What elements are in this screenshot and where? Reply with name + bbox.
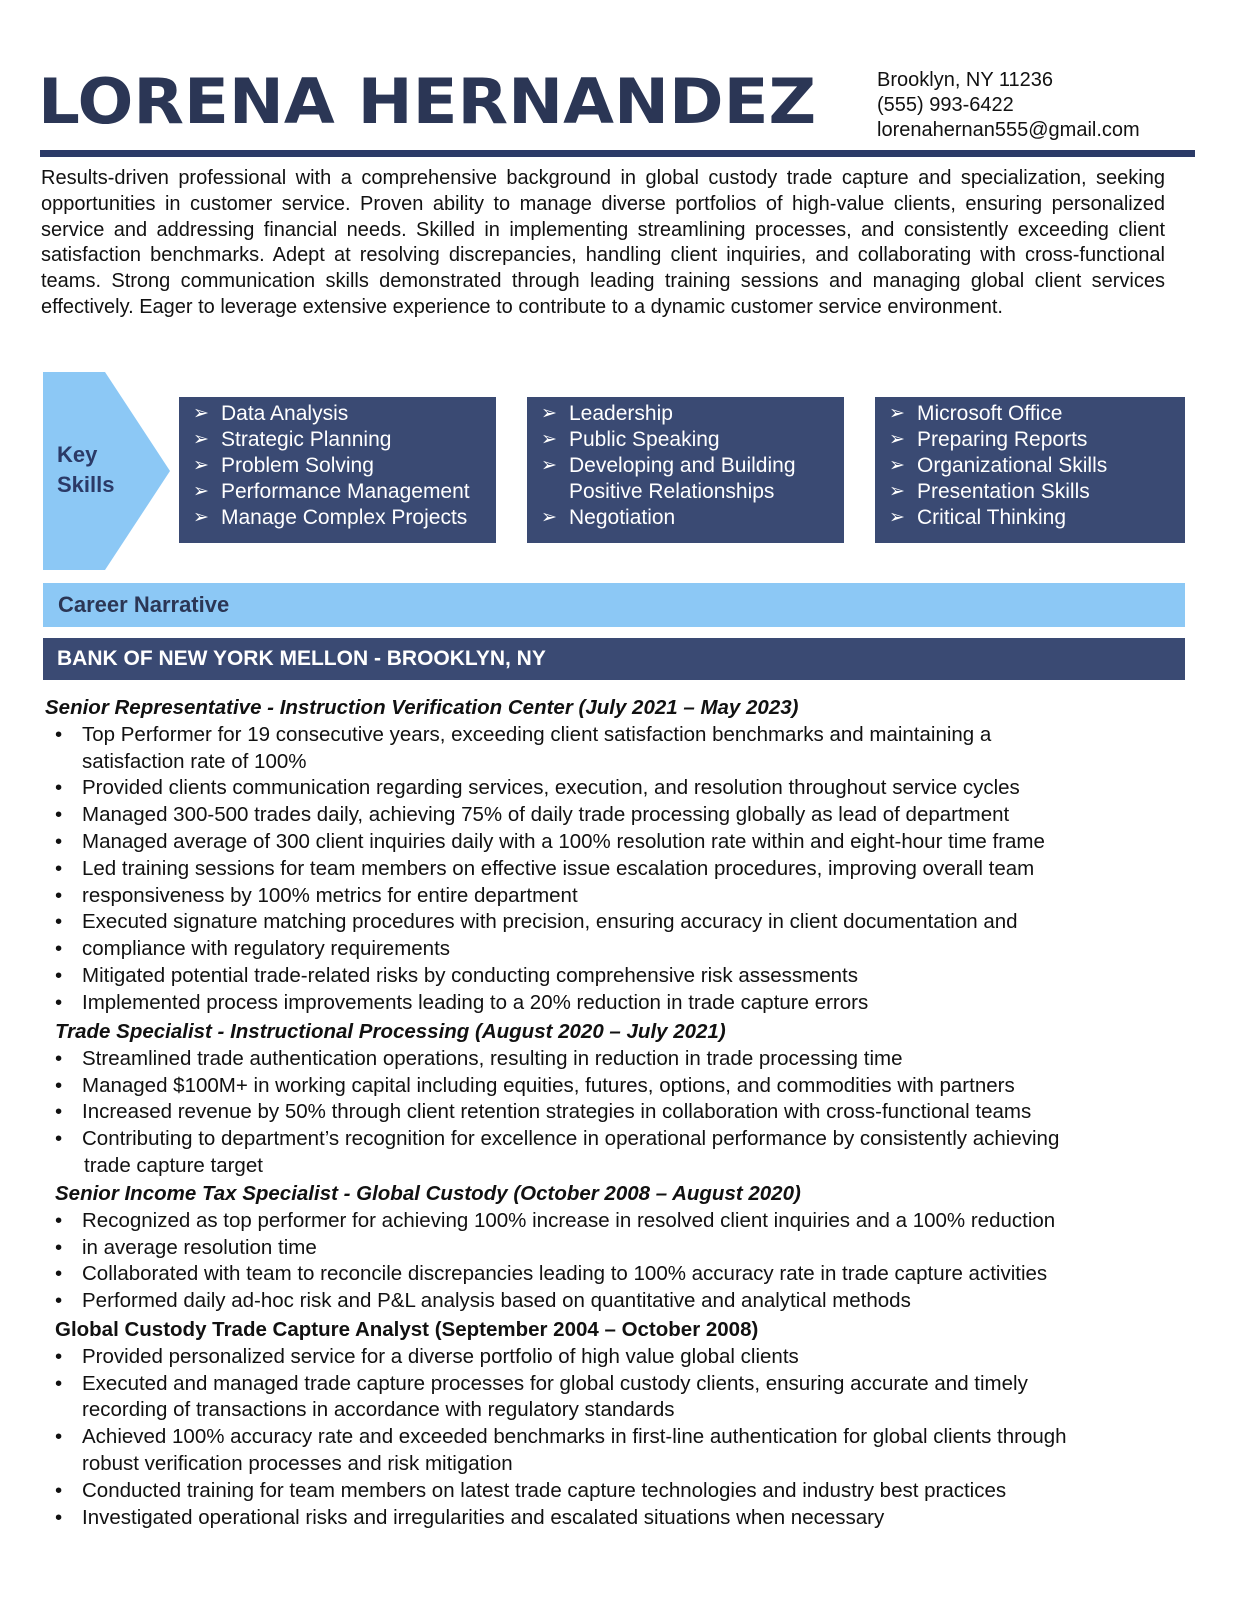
bullet-dot-icon: • (55, 1371, 63, 1395)
arrow-bullet-icon: ➢ (541, 507, 557, 528)
skill-item (889, 479, 1185, 505)
bullet-continuation: recording of transactions in accordance with regulatory standards (82, 1398, 675, 1422)
skill-text: Preparing Reports (917, 428, 1088, 451)
skill-item (193, 479, 496, 505)
skills-list (889, 401, 1185, 531)
bullet-dot-icon: • (55, 830, 63, 853)
job-title: Senior Representative - Instruction Verification Center (July 2021 – May 2023) (45, 696, 799, 719)
candidate-name: LORENA HERNANDEZ (38, 65, 817, 138)
skill-text: Public Speaking (569, 428, 720, 451)
career-narrative-heading: Career Narrative (43, 583, 1185, 627)
skill-item (193, 427, 496, 453)
bullet-dot-icon: • (55, 1344, 63, 1368)
contact-block (877, 68, 1140, 143)
arrow-bullet-icon: ➢ (193, 507, 209, 528)
bullet-text: compliance with regulatory requirements (82, 937, 451, 961)
bullet-dot-icon: • (55, 910, 63, 934)
bullet-text: Contributing to department’s recognition for excellence in operational performance by consistently achieving (82, 1127, 1060, 1151)
bullet-dot-icon: • (55, 1425, 63, 1449)
arrow-bullet-icon: ➢ (541, 403, 557, 424)
bullet-dot-icon: • (55, 937, 63, 961)
bullet-text: Executed and managed trade capture processes for global custody clients, ensuring accurate and timely (82, 1371, 1028, 1395)
bullet-text: Executed signature matching procedures with precision, ensuring accuracy in client documentation and (82, 910, 1018, 934)
employer-heading: BANK OF NEW YORK MELLON - BROOKLYN, NY (43, 638, 1185, 680)
job-title: Senior Income Tax Specialist - Global Custody (October 2008 – August 2020) (55, 1182, 801, 1205)
skills-list (541, 401, 844, 531)
skill-item (889, 427, 1185, 453)
bullet-dot-icon: • (55, 883, 63, 907)
skill-item (193, 505, 496, 531)
skill-item (889, 401, 1185, 427)
bullet-text: Mitigated potential trade-related risks by conducting comprehensive risk assessments (82, 964, 858, 987)
arrow-bullet-icon: ➢ (889, 455, 905, 476)
bullet-text: Managed 300-500 trades daily, achieving 75% of daily trade processing globally as lead of department (82, 803, 1010, 827)
bullet-text: Achieved 100% accuracy rate and exceeded benchmarks in first-line authentication for global clients through (82, 1425, 1067, 1449)
skill-item (193, 453, 496, 479)
skill-text: Developing and Building (569, 454, 796, 477)
bullet-continuation: robust verification processes and risk mitigation (82, 1452, 513, 1475)
skill-item (541, 427, 844, 453)
skill-text: Critical Thinking (917, 506, 1066, 529)
bullet-text: in average resolution time (82, 1235, 317, 1259)
skill-item (541, 453, 844, 479)
arrow-bullet-icon: ➢ (889, 507, 905, 528)
bullet-text: Recognized as top performer for achieving 100% increase in resolved client inquiries and a 100% reduction (82, 1208, 1056, 1232)
job-title: Trade Specialist - Instructional Processing (August 2020 – July 2021) (55, 1020, 726, 1043)
bullet-dot-icon: • (55, 1505, 63, 1529)
bullet-text: Managed average of 300 client inquiries daily with a 100% resolution rate within and eight-hour time frame (82, 830, 1045, 853)
skill-text: Problem Solving (221, 454, 374, 477)
skill-text: Negotiation (569, 506, 676, 529)
arrow-bullet-icon: ➢ (889, 403, 905, 424)
skill-text: Leadership (569, 402, 673, 425)
skill-text: Presentation Skills (917, 480, 1090, 503)
key-skills-label: Key Skills (57, 442, 115, 497)
arrow-bullet-icon: ➢ (193, 481, 209, 502)
contact-phone: (555) 993-6422 (877, 94, 1014, 116)
skill-text: Data Analysis (221, 402, 349, 425)
bullet-dot-icon: • (55, 1235, 63, 1259)
bullet-dot-icon: • (55, 964, 63, 987)
bullet-text: Provided clients communication regarding services, execution, and resolution throughout service cycles (82, 776, 1020, 800)
bullet-text: Investigated operational risks and irregularities and escalated situations when necessary (82, 1505, 885, 1529)
bullet-dot-icon: • (55, 856, 63, 880)
job-title: Global Custody Trade Capture Analyst (September 2004 – October 2008) (55, 1318, 759, 1341)
bullet-dot-icon: • (55, 1478, 63, 1502)
bullet-text: Led training sessions for team members on effective issue escalation procedures, improving overall team (82, 856, 1035, 880)
skills-column-2 (527, 397, 844, 543)
bullet-text: Implemented process improvements leading to a 20% reduction in trade capture errors (82, 990, 869, 1014)
skill-item (541, 505, 844, 531)
contact-email: lorenahernan555@gmail.com (877, 119, 1140, 141)
bullet-dot-icon: • (55, 803, 63, 827)
arrow-bullet-icon: ➢ (193, 455, 209, 476)
bullet-text: Increased revenue by 50% through client retention strategies in collaboration with cross-functional teams (82, 1100, 1032, 1124)
bullet-dot-icon: • (55, 1073, 63, 1097)
skill-item (541, 479, 844, 505)
arrow-bullet-icon: ➢ (889, 429, 905, 450)
bullet-dot-icon: • (55, 776, 63, 800)
skill-item (889, 505, 1185, 531)
bullet-text: Top Performer for 19 consecutive years, exceeding client satisfaction benchmarks and maintaining a (82, 722, 992, 746)
skill-item (193, 401, 496, 427)
bullet-text: Streamlined trade authentication operations, resulting in reduction in trade processing time (82, 1046, 903, 1070)
bullet-dot-icon: • (55, 1127, 63, 1151)
bullet-continuation: trade capture target (84, 1154, 263, 1177)
bullet-dot-icon: • (55, 990, 63, 1014)
bullet-text: Collaborated with team to reconcile discrepancies leading to 100% accuracy rate in trade capture activities (82, 1262, 1048, 1286)
skill-text: Positive Relationships (569, 480, 775, 503)
arrow-bullet-icon: ➢ (541, 455, 557, 476)
bullet-dot-icon: • (55, 1100, 63, 1124)
skill-item (889, 453, 1185, 479)
bullet-dot-icon: • (55, 722, 63, 746)
arrow-bullet-icon: ➢ (193, 403, 209, 424)
contact-location: Brooklyn, NY 11236 (877, 69, 1054, 91)
header-divider (40, 150, 1195, 157)
bullet-dot-icon: • (55, 1262, 63, 1286)
bullet-text: Performed daily ad-hoc risk and P&L analysis based on quantitative and analytical methods (82, 1289, 911, 1313)
arrow-bullet-icon: ➢ (541, 429, 557, 450)
bullet-dot-icon: • (55, 1208, 63, 1232)
bullet-continuation: satisfaction rate of 100% (82, 749, 307, 773)
bullet-text: Provided personalized service for a diverse portfolio of high value global clients (82, 1344, 799, 1368)
skill-text: Organizational Skills (917, 454, 1108, 477)
bullet-dot-icon: • (55, 1046, 63, 1070)
skill-text: Performance Management (221, 480, 470, 503)
skills-column-1 (179, 397, 496, 543)
skill-item (541, 401, 844, 427)
skill-text: Manage Complex Projects (221, 506, 468, 529)
bullet-text: Managed $100M+ in working capital including equities, futures, options, and commodities with partners (82, 1073, 1015, 1097)
bullet-dot-icon: • (55, 1289, 63, 1313)
bullet-text: Conducted training for team members on latest trade capture technologies and industry best practices (82, 1478, 1007, 1502)
arrow-bullet-icon: ➢ (193, 429, 209, 450)
skills-column-3 (875, 397, 1185, 543)
arrow-bullet-icon: ➢ (889, 481, 905, 502)
professional-summary: Results-driven professional with a comprehensive background in global custody trade capture and specialization, seeking opportunities in customer service. Proven ability to manage diverse portfolios of high-value clients, ensuring personalized service and addressing financial needs. Skilled in implementing streamlining processes, and consistently exceeding client satisfaction benchmarks. Adept at resolving discrepancies, handling client inquiries, and collaborating with cross-functional teams. Strong communication skills demonstrated through leading training sessions and managing global client services effectively. Eager to leverage extensive experience to contribute to a dynamic customer service environment. (41, 167, 1165, 318)
skill-text: Strategic Planning (221, 428, 392, 451)
skills-list (193, 401, 496, 531)
skill-text: Microsoft Office (917, 402, 1063, 425)
bullet-text: responsiveness by 100% metrics for entire department (82, 883, 578, 907)
